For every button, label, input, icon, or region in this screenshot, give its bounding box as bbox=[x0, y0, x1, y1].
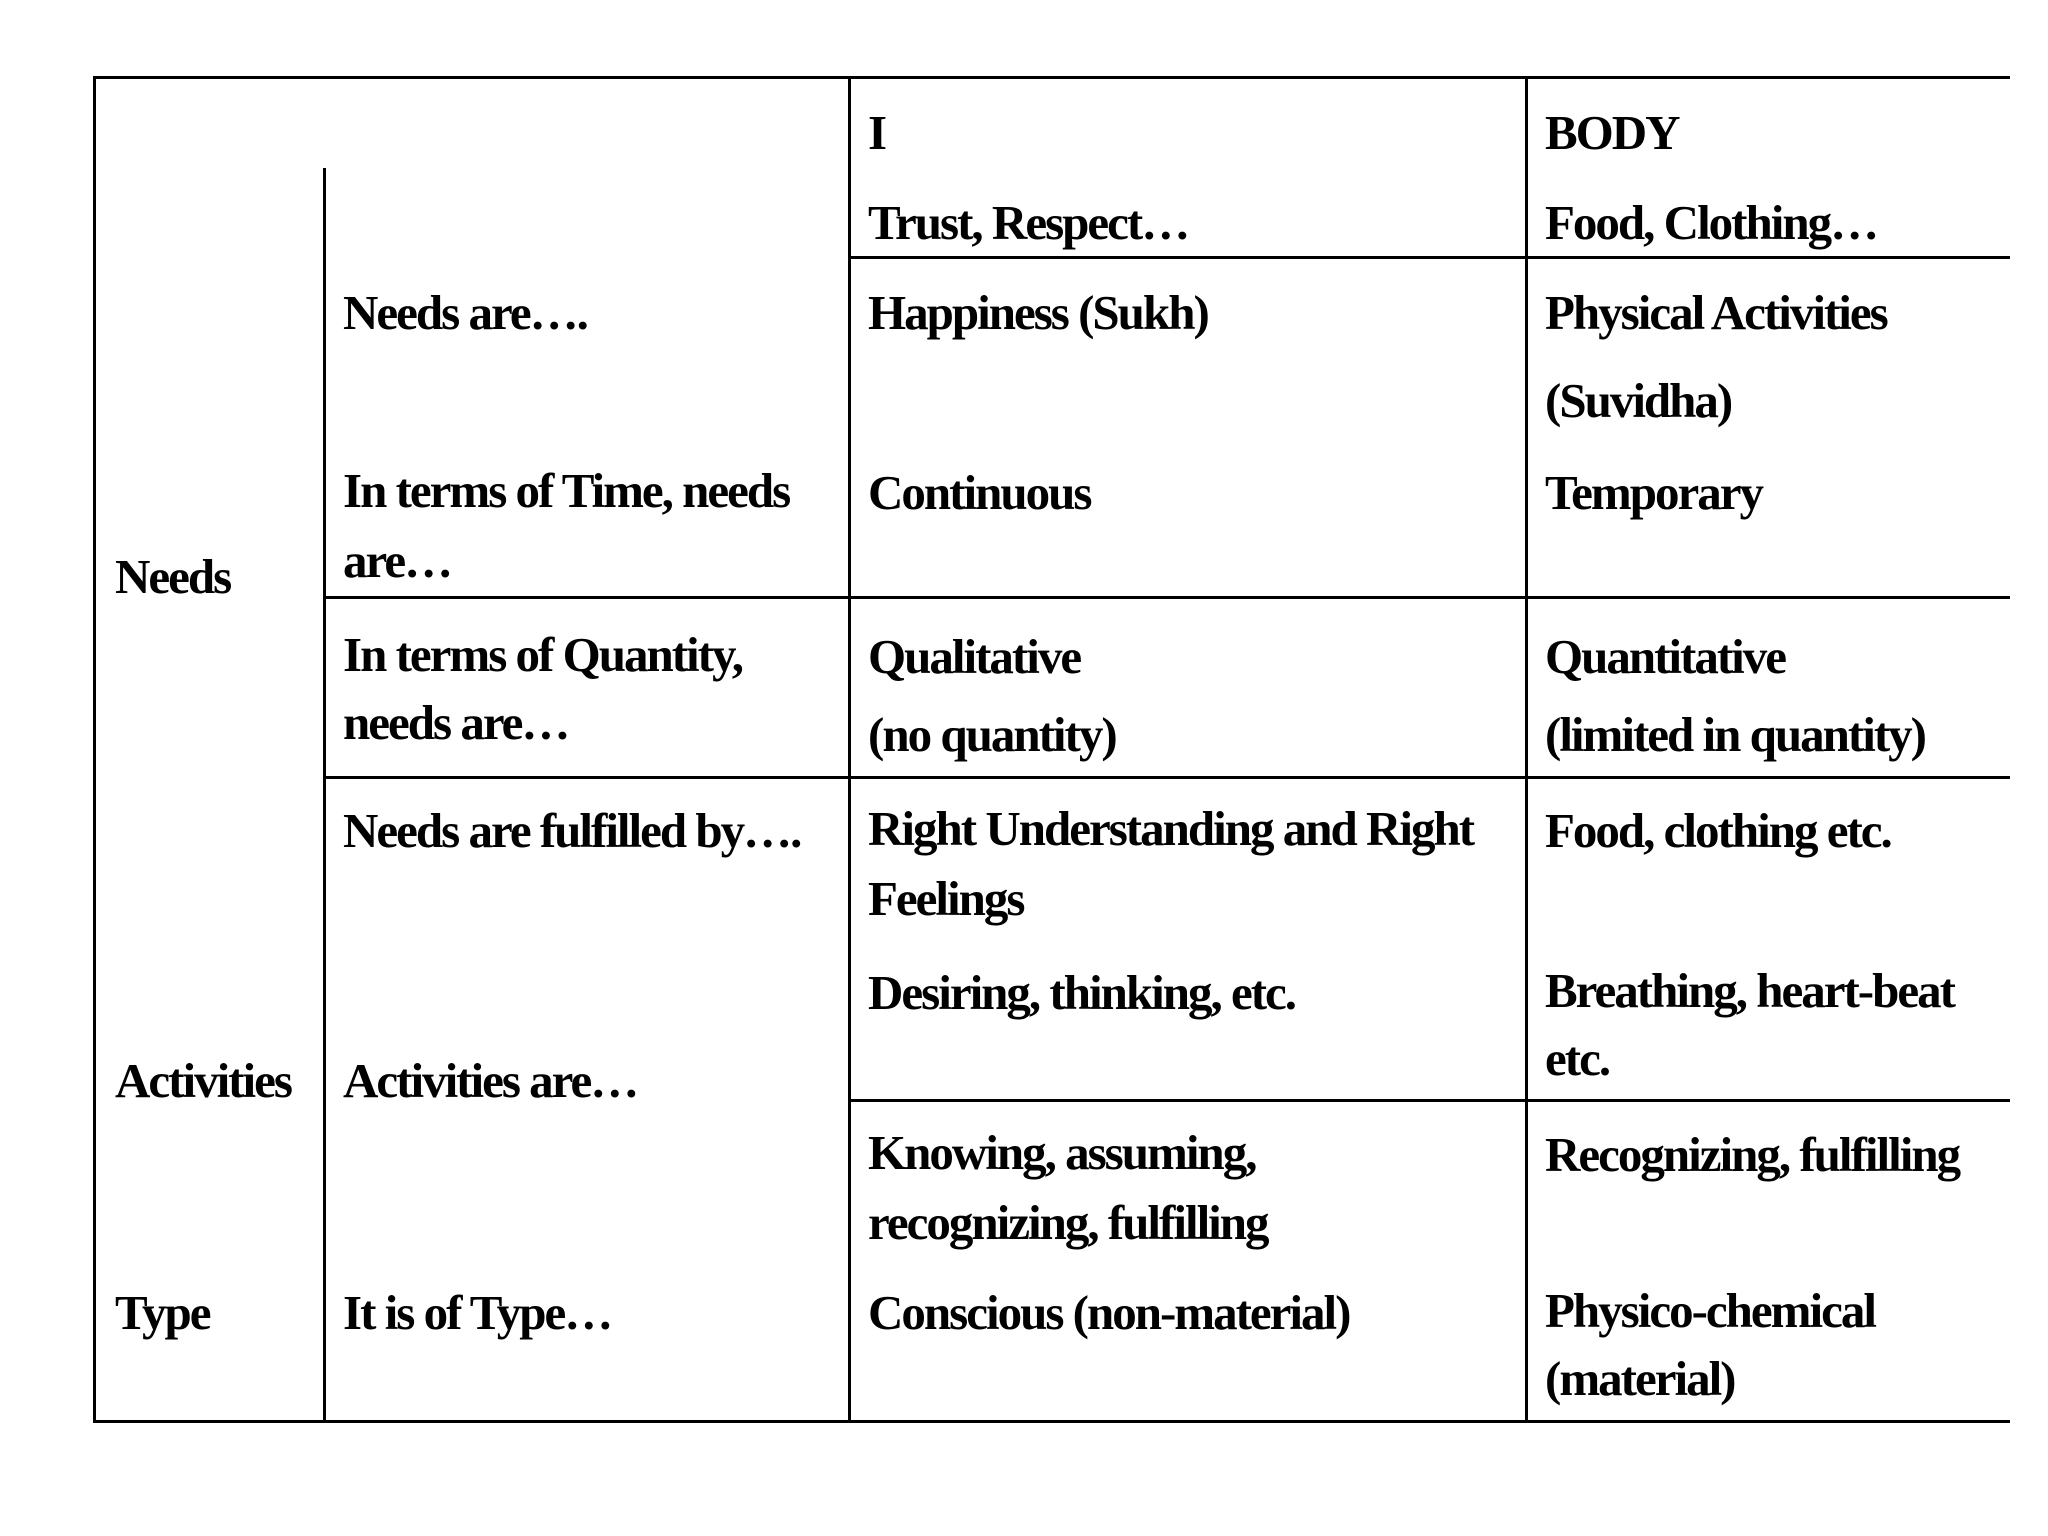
body-activities-2: Recognizing, fulfilling bbox=[1545, 1127, 1960, 1182]
table-left-border bbox=[93, 76, 96, 1423]
body-time: Temporary bbox=[1545, 465, 1762, 520]
column-header-i: I bbox=[868, 105, 886, 160]
row-label-type: Type bbox=[115, 1285, 210, 1340]
table-top-border bbox=[93, 76, 2010, 79]
body-type-line2: (material) bbox=[1545, 1351, 1735, 1406]
i-examples: Trust, Respect… bbox=[868, 195, 1189, 250]
body-examples: Food, Clothing… bbox=[1545, 195, 1878, 250]
question-time-line1: In terms of Time, needs bbox=[343, 463, 790, 518]
i-fulfilled-line1: Right Understanding and Right bbox=[868, 801, 1474, 856]
i-activities-2-line1: Knowing, assuming, bbox=[868, 1125, 1256, 1180]
question-quantity-line2: needs are… bbox=[343, 695, 569, 750]
table-bottom-border bbox=[93, 1420, 2010, 1423]
i-activities-2-line2: recognizing, fulfilling bbox=[868, 1195, 1268, 1250]
question-activities-are: Activities are… bbox=[343, 1053, 638, 1108]
body-type-line1: Physico-chemical bbox=[1545, 1283, 1875, 1338]
body-quantity-line2: (limited in quantity) bbox=[1545, 707, 1925, 762]
divider-i-body bbox=[1525, 76, 1528, 1423]
body-quantity-line1: Quantitative bbox=[1545, 629, 1786, 684]
body-activities-1-line2: etc. bbox=[1545, 1031, 1610, 1086]
i-type: Conscious (non-material) bbox=[868, 1285, 1350, 1340]
question-type-is: It is of Type… bbox=[343, 1285, 612, 1340]
i-quantity-line2: (no quantity) bbox=[868, 707, 1116, 762]
i-activities-1: Desiring, thinking, etc. bbox=[868, 965, 1296, 1020]
divider-question-i bbox=[848, 76, 851, 1423]
column-header-body: BODY bbox=[1545, 105, 1679, 160]
i-quantity-line1: Qualitative bbox=[868, 629, 1081, 684]
question-time-line2: are… bbox=[343, 533, 452, 588]
i-time: Continuous bbox=[868, 465, 1091, 520]
question-needs-are: Needs are…. bbox=[343, 285, 587, 340]
divider-label-question bbox=[323, 168, 326, 1423]
i-fulfilled-line2: Feelings bbox=[868, 871, 1024, 926]
row-label-needs: Needs bbox=[115, 549, 231, 604]
body-needs-are-line1: Physical Activities bbox=[1545, 285, 1887, 340]
row-separator-activities bbox=[848, 1099, 2010, 1102]
row-separator-time bbox=[323, 596, 2010, 599]
row-separator-quantity bbox=[323, 776, 2010, 779]
body-fulfilled: Food, clothing etc. bbox=[1545, 803, 1891, 858]
body-activities-1-line1: Breathing, heart-beat bbox=[1545, 963, 1954, 1018]
i-needs-are: Happiness (Sukh) bbox=[868, 285, 1208, 340]
body-needs-are-line2: (Suvidha) bbox=[1545, 373, 1732, 428]
question-quantity-line1: In terms of Quantity, bbox=[343, 627, 742, 682]
row-label-activities: Activities bbox=[115, 1053, 291, 1108]
question-fulfilled-by: Needs are fulfilled by…. bbox=[343, 803, 801, 858]
